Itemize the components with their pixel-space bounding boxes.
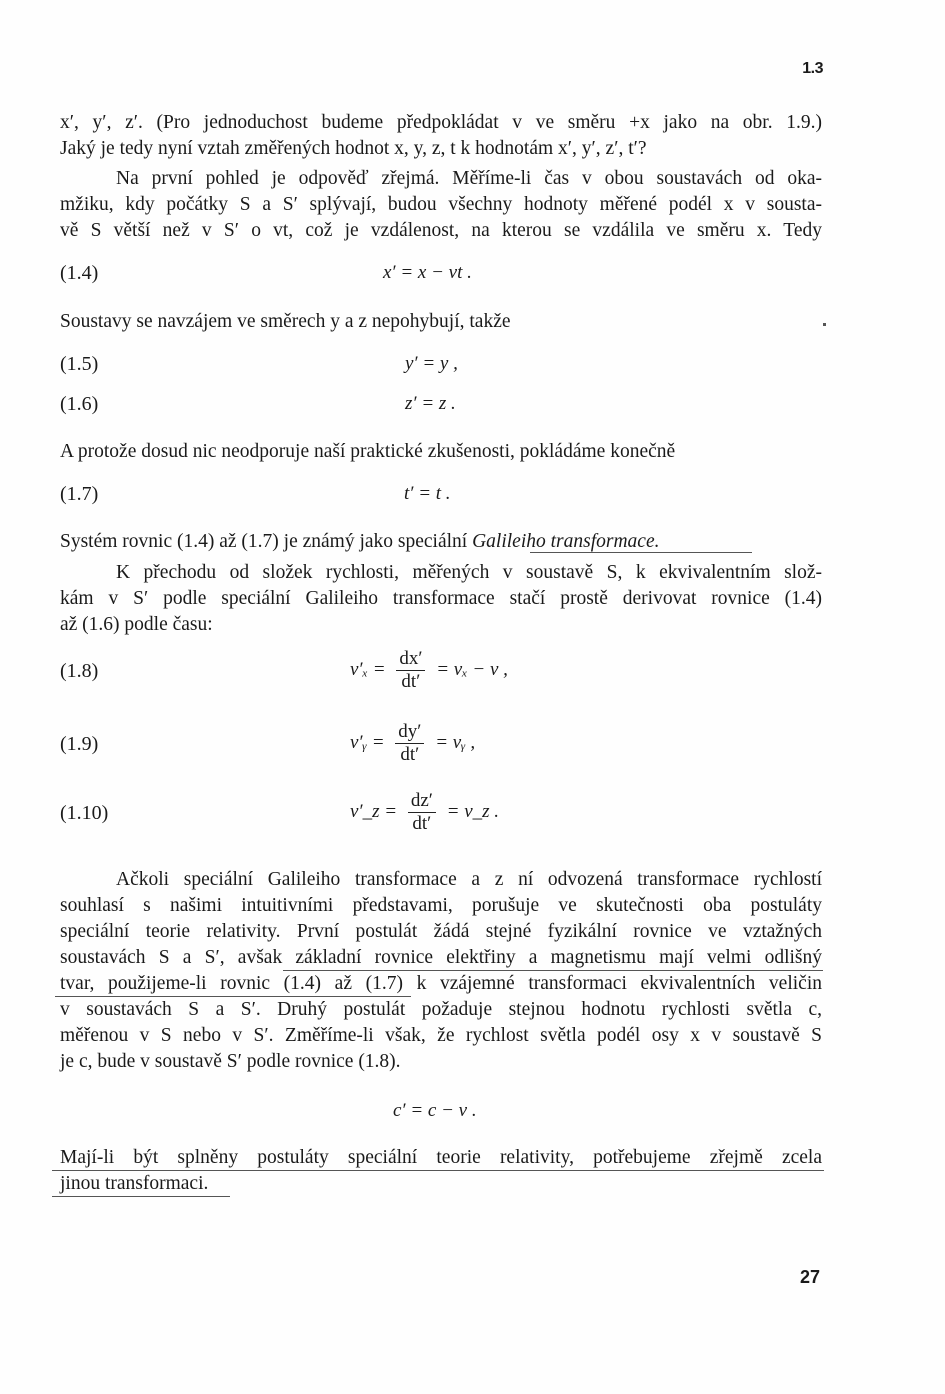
equation-lhs: v′_z = <box>350 800 398 822</box>
equation-lhs: y′ <box>405 353 418 374</box>
equation-number: (1.7) <box>60 483 99 505</box>
equation-light-speed: c′ = c − v . <box>393 1100 477 1121</box>
sentence-text: Systém rovnic (1.4) až (1.7) je známý jako speciální <box>60 531 468 552</box>
text-line: Ačkoli speciální Galileiho transformace a z ní odvozená transformace rychlostí <box>116 869 822 890</box>
text-line: Jaký je tedy nyní vztah změřených hodnot x, y, z, t k hodnotám x′, y′, z′, t′? <box>60 138 647 159</box>
equation-number: (1.10) <box>60 802 109 824</box>
equation-rhs: = x − vt . <box>400 262 472 283</box>
equation-1-10 <box>350 790 499 835</box>
numerator: dy′ <box>395 721 424 744</box>
equation-rhs: = vₓ − v , <box>436 658 508 680</box>
text-line: kám v S′ podle speciální Galileiho transformace stačí prostě derivovat rovnice (1.4) <box>60 588 822 609</box>
equation-lhs: x′ <box>383 262 396 283</box>
equation-number: (1.4) <box>60 262 99 284</box>
text-line: tvar, použijeme-li rovnic (1.4) až (1.7) k vzájemné transformaci ekvivalentních veličin <box>60 973 822 994</box>
equation-lhs: v′ₓ = <box>350 658 386 680</box>
page-number: 27 <box>799 1267 820 1287</box>
equation-rhs: = vᵧ , <box>435 731 476 753</box>
text-line: až (1.6) podle času: <box>60 614 213 635</box>
equation-number: (1.5) <box>60 353 99 375</box>
equation-rhs: = y , <box>422 353 458 374</box>
text-line: měřenou v S nebo v S′. Změříme-li však, že rychlost světla podél osy x v soustavě S <box>60 1025 822 1046</box>
equation-1-6 <box>405 393 456 415</box>
equation-lhs: v′ᵧ = <box>350 731 385 753</box>
text-line: Na první pohled je odpověď zřejmá. Měříme-li čas v obou soustavách od oka- <box>116 168 822 189</box>
equation-1-4 <box>383 262 472 284</box>
equation-1-7 <box>404 483 451 505</box>
pencil-underline <box>52 1196 230 1197</box>
equation-rhs: = t . <box>418 483 451 504</box>
equation-1-9 <box>350 721 475 766</box>
equation-1-8 <box>350 648 508 693</box>
denominator: dt′ <box>412 813 432 834</box>
numerator: dx′ <box>396 648 425 671</box>
text-line: Mají-li být splněny postuláty speciální teorie relativity, potřebujeme zřejmě zcela <box>60 1147 822 1168</box>
equation-rhs: = z . <box>421 393 456 414</box>
text-line: Soustavy se navzájem ve směrech y a z nepohybují, takže <box>60 311 511 332</box>
fraction <box>395 721 424 766</box>
equation-rhs: = v_z . <box>446 800 500 822</box>
section-number: 1.3 <box>802 60 823 77</box>
denominator: dt′ <box>401 671 421 692</box>
equation-number: (1.9) <box>60 733 99 755</box>
text-line: souhlasí s našimi intuitivními představami, porušuje ve skutečnosti oba postuláty <box>60 895 822 916</box>
text-line: K přechodu od složek rychlosti, měřených v soustavě S, k ekvivalentním slož- <box>116 562 822 583</box>
equation-1-5 <box>405 353 458 375</box>
equation-lhs: t′ <box>404 483 414 504</box>
equation-number: (1.6) <box>60 393 99 415</box>
fraction <box>396 648 425 693</box>
text-line: x′, y′, z′. (Pro jednoduchost budeme předpokládat v ve směru +x jako na obr. 1.9.) <box>60 112 822 133</box>
text-line: speciální teorie relativity. První postulát žádá stejné fyzikální rovnice ve vztažných <box>60 921 822 942</box>
equation-number: (1.8) <box>60 660 99 682</box>
scan-speck <box>823 323 826 326</box>
text-line: mžiku, kdy počátky S a S′ splývají, budou všechny hodnoty měřené podél x v sousta- <box>60 194 822 215</box>
numerator: dz′ <box>408 790 436 813</box>
denominator: dt′ <box>400 744 420 765</box>
defined-term: Galileiho transformace. <box>472 531 660 552</box>
pencil-underline <box>530 552 752 553</box>
text-line: v soustavách S a S′. Druhý postulát požaduje stejnou hodnotu rychlosti světla c, <box>60 999 822 1020</box>
text-line: vě S větší než v S′ o vt, což je vzdálenost, na kterou se vzdálila ve směru x. Tedy <box>60 220 822 241</box>
fraction <box>408 790 436 835</box>
text-line: je c, bude v soustavě S′ podle rovnice (1.8). <box>60 1051 401 1072</box>
text-line: A protože dosud nic neodporuje naší praktické zkušenosti, pokládáme konečně <box>60 441 676 462</box>
text-line: jinou transformaci. <box>60 1173 209 1194</box>
text-line: soustavách S a S′, avšak základní rovnice elektřiny a magnetismu mají velmi odlišný <box>60 947 822 968</box>
equation-lhs: z′ <box>405 393 417 414</box>
